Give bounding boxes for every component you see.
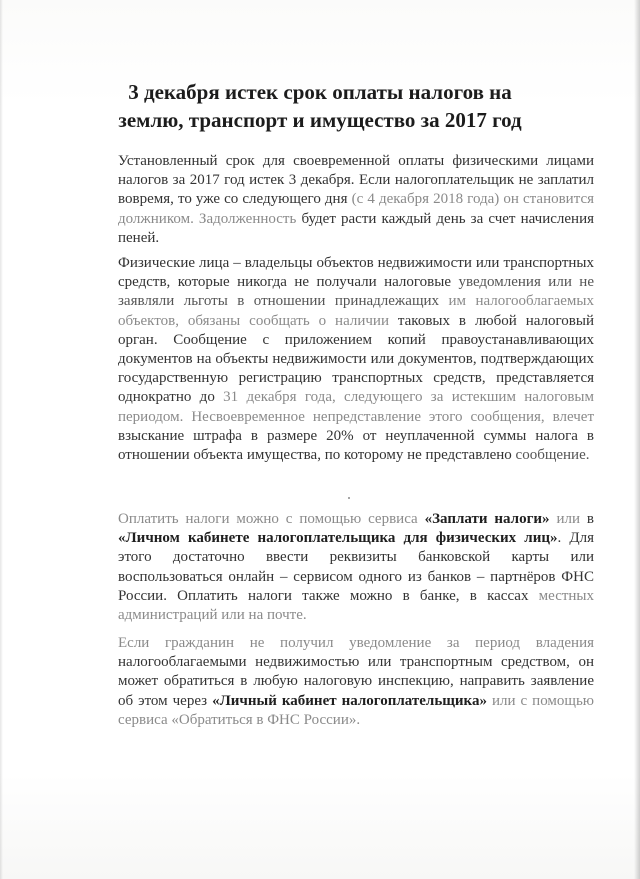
paragraph-payment-methods (118, 510, 594, 625)
service-pay-taxes: «Заплати налоги» (424, 511, 550, 527)
paragraph3-line6: местных администраций или на почте. (118, 587, 595, 624)
paragraph4-line5-text: или с помощью сервиса (118, 692, 595, 728)
service-personal-account: «Личном кабинете налогоплательщика для физических лиц» (118, 530, 558, 547)
paragraph3-line1-tail: или (549, 511, 581, 527)
paragraph3-line2-tail: . (557, 530, 562, 547)
document-title (100, 78, 540, 134)
paragraph4-line1: Если гражданин не получил уведомление за период владения (118, 635, 594, 651)
title-line-1: 3 декабря истек срок оплаты налогов на (128, 80, 512, 104)
paragraph-no-notice (118, 634, 594, 730)
title-line-2: землю, транспорт и имущество за 2017 год (118, 108, 522, 132)
paragraph1-line2: лицами налогов за 2017 год истек 3 декабря. Если (118, 153, 594, 189)
paragraph1-line1: Установленный срок для своевременной оплаты физическими (118, 153, 539, 169)
paragraph2-line13: сообщение. (515, 447, 590, 464)
paragraph3-line1-text: Оплатить налоги можно с помощью сервиса (118, 511, 425, 527)
paragraph4-line2: налогооблагаемыми недвижимостью или транспортным средством, (118, 654, 570, 671)
service-contact-fns: «Обратиться в ФНС России» (171, 711, 357, 728)
paragraph-deadline (118, 152, 594, 248)
paragraph2-line11: взыскание штрафа в размере 20% от неуплаченной суммы налога в (118, 427, 594, 444)
paragraph2-line3: уведомления или не заявляли льготы в отношении принадлежащих (118, 274, 594, 310)
paragraph3-line2-text: в (586, 511, 595, 527)
scan-speck (348, 497, 350, 499)
paragraph2-line12: отношении объекта имущества, по которому не представлено (118, 447, 512, 464)
paragraph2-line9: 31 декабря года, следующего за истекшим налоговым периодом. (118, 389, 595, 425)
paragraph1-line5: будет расти каждый день за счет начисления пеней. (118, 210, 595, 246)
service-taxpayer-account: «Личный кабинет налогоплательщика» (212, 692, 487, 709)
paragraph2-line2: транспортных средств, которые никогда не получали налоговые (118, 255, 595, 291)
paragraph2-line5: таковых в любой налоговый орган. Сообщение с приложением (118, 312, 594, 348)
paragraph2-line1: Физические лица – владельцы объектов недвижимости или (118, 255, 500, 271)
paragraph3-line5: ФНС России. Оплатить налоги также можно в банке, в кассах (118, 568, 594, 604)
paragraph3-line4: воспользоваться онлайн – сервисом одного из банков – партнёров (118, 568, 556, 585)
paragraph1-line3: налогоплательщик не заплатил вовремя, то уже со следующего дня (118, 172, 594, 208)
paragraph2-line4: им налогооблагаемых объектов, обязаны сообщать о наличии (118, 293, 595, 329)
paragraph3-line3: Для этого достаточно ввести реквизиты банковской карты или (118, 530, 594, 566)
paragraph2-line10: Несвоевременное непредставление этого сообщения, влечет (191, 408, 595, 425)
paragraph2-line8: регистрацию транспортных средств, представляется однократно до (118, 370, 594, 406)
paragraph2-line6: копий правоустанавливающих документов на объекты (118, 331, 595, 368)
page-right-shadow (634, 0, 640, 879)
paragraph4-line3: он может обратиться в любую налоговую инспекцию, направить (118, 654, 595, 690)
paragraph-owners-obligation (118, 254, 594, 465)
paragraph4-line5-tail: . (356, 711, 361, 728)
paragraph2-line7: недвижимости или документов, подтверждающих государственную (118, 351, 594, 387)
page-left-shadow (0, 0, 3, 879)
paragraph4-line4-text: заявление об этом через (118, 673, 594, 709)
paragraph1-line4: (с 4 декабря 2018 года) он становится должником. Задолженность (118, 191, 595, 227)
